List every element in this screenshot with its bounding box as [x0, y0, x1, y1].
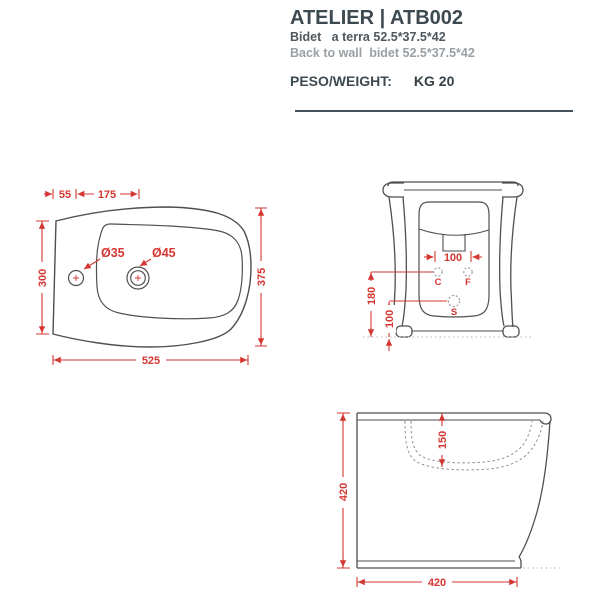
- plan-view: [35, 189, 268, 367]
- small-hole-leader: [84, 259, 100, 269]
- plan-body-outline: [53, 207, 251, 347]
- product-subtitle-english: Back to wall bidet 52.5*37.5*42: [290, 46, 475, 60]
- weight-row: [290, 73, 454, 89]
- plan-dim-hole-offset: 55: [58, 189, 72, 201]
- plan-dim-back-width: 300: [37, 268, 49, 288]
- large-hole-leader: [140, 259, 151, 266]
- side-body-outline: [357, 413, 551, 568]
- large-hole-label: Ø45: [152, 246, 176, 260]
- side-dim-depth: 420: [427, 577, 447, 589]
- weight-value: KG 20: [413, 73, 455, 89]
- weight-label: PESO/WEIGHT:: [290, 73, 392, 89]
- cold-inlet-hole: [434, 268, 442, 276]
- small-hole-label: Ø35: [101, 246, 125, 260]
- plan-dim-hole-spacing: 175: [97, 189, 117, 201]
- cold-inlet-label: C: [434, 277, 442, 288]
- product-title: ATELIER | ATB002: [290, 7, 464, 29]
- side-dim-bowl-depth: 150: [437, 430, 449, 450]
- side-bowl-dashed: [405, 421, 543, 470]
- drain-label: S: [450, 307, 458, 318]
- plan-dim-total-length: 525: [141, 355, 161, 367]
- hot-inlet-label: F: [465, 277, 471, 288]
- back-dim-inlet-height: 180: [366, 286, 378, 306]
- hot-inlet-hole: [464, 268, 472, 276]
- product-subtitle-italian: Bidet a terra 52.5*37.5*42: [290, 30, 446, 44]
- header-divider: [295, 110, 573, 112]
- back-dim-drain-height: 100: [384, 309, 396, 329]
- back-dim-inlet-spacing: 100: [443, 252, 463, 264]
- drain-hole: [448, 295, 459, 306]
- plan-dim-total-width: 375: [256, 267, 268, 287]
- side-view: [336, 413, 562, 589]
- side-dim-height: 420: [338, 482, 350, 502]
- back-view: [363, 182, 533, 351]
- technical-drawing-canvas: [0, 130, 600, 600]
